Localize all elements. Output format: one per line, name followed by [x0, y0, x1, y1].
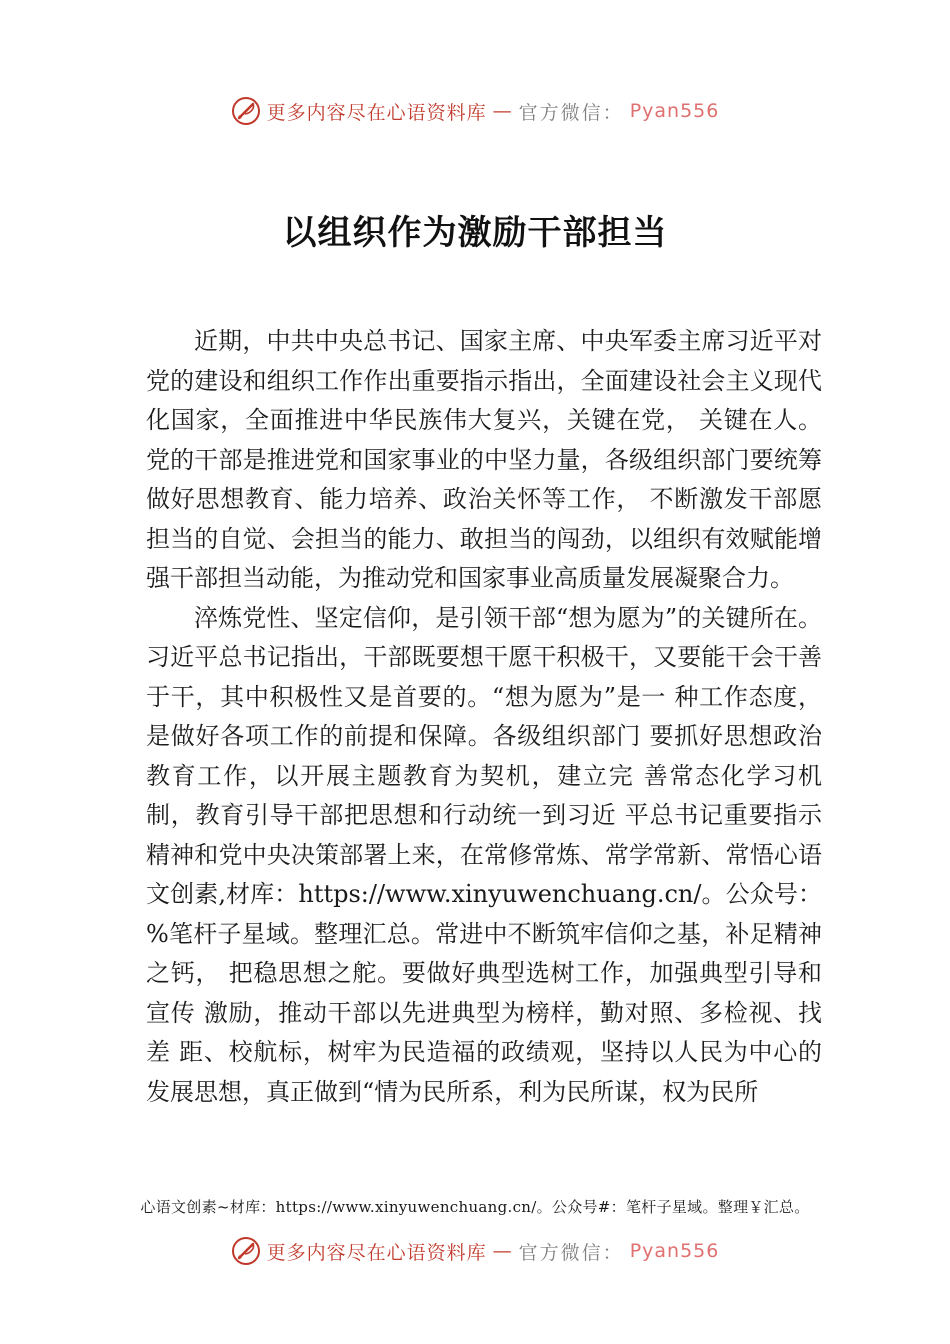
paragraph: 近期，中共中央总书记、国家主席、中央军委主席习近平对党的建设和组织工作作出重要指示指出，全面建设社会主义现代化国家，全面推进中华民族伟大复兴，关键在党， 关键在人。党的干部是推进党和国家事业的中坚力量，各级组织部门要统筹做好思想教育、能力培养、政治关怀等工作， 不断激发干部愿担当的自觉、会担当的能力、敢担当的闯劲，以组织有效赋能增强干部担当动能，为推动党和国家事业高质量发展凝聚合力。 — [146, 327, 822, 592]
banner-separator: — — [492, 1240, 513, 1262]
quill-logo-icon — [231, 1236, 261, 1266]
document-body — [146, 322, 822, 1112]
footer-note: 心语文创素~材库：https://www.xinyuwenchuang.cn/。公众号#：笔杆子星域。整理￥汇总。 — [140, 1198, 810, 1216]
banner-wechat-label: 官方微信： — [518, 101, 624, 124]
quill-logo-icon — [231, 96, 261, 126]
banner-wechat-id: Pyan556 — [629, 1240, 720, 1262]
banner-wechat-label: 官方微信： — [518, 1241, 624, 1264]
document-title: 以组织作为激励干部担当 — [282, 213, 668, 253]
footer-banner — [0, 1236, 950, 1266]
banner-wechat-id: Pyan556 — [629, 100, 720, 122]
banner-site-text: 更多内容尽在心语资料库 — [266, 1241, 487, 1264]
banner-site-text: 更多内容尽在心语资料库 — [266, 101, 487, 124]
banner-separator: — — [492, 100, 513, 122]
paragraph: 淬炼党性、坚定信仰，是引领干部“想为愿为”的关键所在。习近平总书记指出，干部既要想干愿干积极干，又要能干会干善于干，其中积极性又是首要的。“想为愿为”是一 种工作态度，是做好各项工作的前提和保障。各级组织部门 要抓好思想政治教育工作，以开展主题教育为契机，建立完 善常态化学习机制，教育引导干部把思想和行动统一到习近 平总书记重要指示精神和党中央决策部署上来，在常修常炼、常学常新、常悟心语文创素,材库：https://www.xinyuwenchuang.cn/。公众号：%笔杆子星域。整理汇总。常进中不断筑牢信仰之基，补足精神之钙， 把稳思想之舵。要做好典型选树工作，加强典型引导和宣传 激励，推动干部以先进典型为榜样，勤对照、多检视、找差 距、校航标，树牢为民造福的政绩观，坚持以人民为中心的 发展思想，真正做到“情为民所系，利为民所谋，权为民所 — [146, 603, 822, 1106]
header-banner — [0, 96, 950, 126]
